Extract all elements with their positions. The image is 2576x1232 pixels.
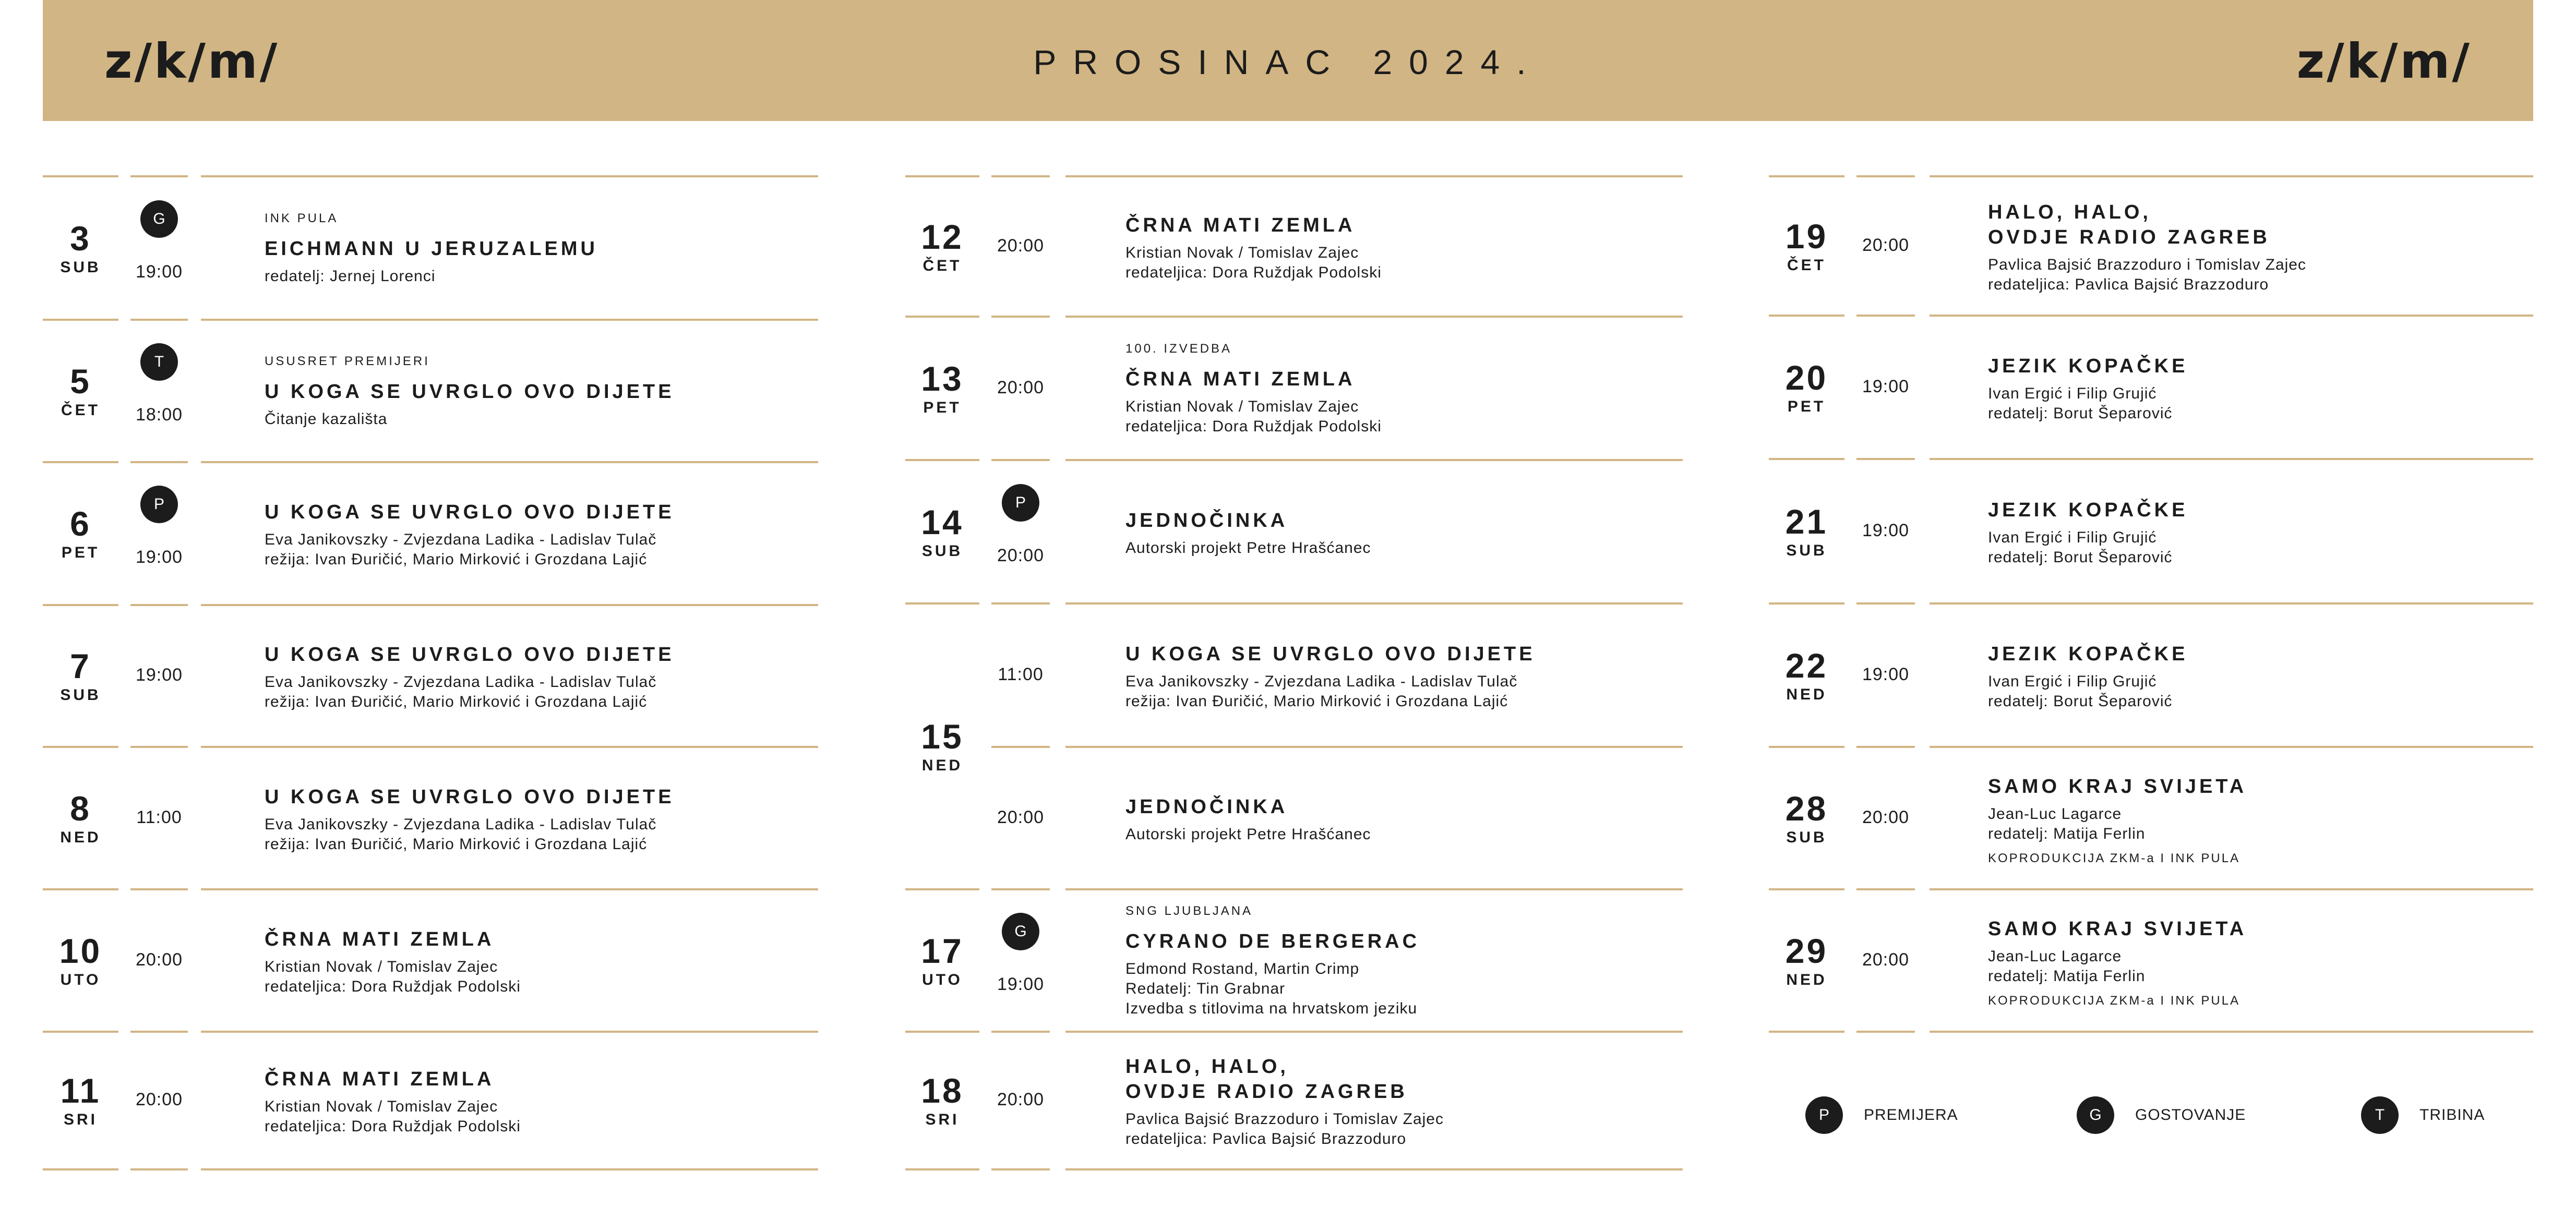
event-time: 19:00	[1862, 376, 1910, 396]
event-date	[905, 931, 979, 988]
divider-line	[1769, 888, 1844, 890]
divider-line	[905, 459, 979, 461]
event-credits	[1125, 825, 1371, 844]
event-credits	[265, 530, 675, 570]
event-date	[905, 1073, 979, 1128]
date-weekday: NED	[921, 757, 963, 774]
event-date	[43, 221, 118, 275]
event-credit-line: Eva Janikovszky - Zvjezdana Ladika - Ladislav Tulač	[265, 673, 657, 691]
event-credit-line: Jean-Luc Lagarce	[1988, 947, 2122, 965]
event-credits	[1988, 528, 2188, 567]
event-date	[905, 502, 979, 560]
event-title-line: JEDNOČINKA	[1125, 795, 1288, 818]
date-number: 3	[70, 219, 91, 258]
event-time: 20:00	[997, 235, 1045, 256]
event-time: 20:00	[1862, 235, 1910, 255]
event-credits	[1125, 243, 1382, 283]
divider-line	[991, 316, 1050, 318]
divider-line	[991, 1031, 1050, 1033]
date-weekday: SUB	[921, 542, 963, 560]
divider-line	[43, 461, 118, 463]
event-time: 19:00	[135, 261, 183, 282]
event-credit-line: Pavlica Bajsić Brazzoduro i Tomislav Zajec	[1125, 1110, 1444, 1128]
event-credit-line: redatelj: Matija Ferlin	[1988, 967, 2146, 985]
divider-line	[1930, 888, 2533, 890]
event-date	[43, 931, 118, 988]
date-number: 7	[70, 647, 91, 685]
divider-line	[1930, 175, 2533, 177]
divider-line	[1856, 746, 1915, 748]
badge-g-icon: G	[2077, 1096, 2114, 1134]
event-credit-line: redatelj: Matija Ferlin	[1988, 825, 2146, 842]
legend-item	[1805, 1096, 1958, 1134]
event-title	[265, 379, 675, 404]
event-title	[1988, 916, 2247, 941]
event-title	[265, 927, 521, 952]
event-info	[265, 355, 675, 429]
event-credits	[265, 815, 675, 854]
event-date	[905, 361, 979, 416]
event-note: KOPRODUKCIJA ZKM-a I INK PULA	[1988, 993, 2240, 1008]
divider-line	[130, 175, 188, 177]
divider-line	[1769, 458, 1844, 460]
date-number: 11	[60, 1071, 101, 1110]
event-title-line: JEZIK KOPAČKE	[1988, 643, 2188, 665]
date-weekday: SUB	[60, 686, 101, 704]
divider-line	[130, 604, 188, 606]
event-time: 11:00	[998, 664, 1044, 684]
event-credits	[1125, 959, 1420, 1019]
divider-line	[905, 602, 979, 605]
badge-g-icon: G	[1002, 913, 1039, 950]
divider-line	[43, 888, 118, 890]
event-title-line: U KOGA SE UVRGLO OVO DIJETE	[265, 501, 675, 523]
event-credit-line: redateljica: Pavlica Bajsić Brazzoduro	[1125, 1130, 1407, 1148]
divider-line	[201, 175, 818, 177]
date-weekday: NED	[1786, 685, 1827, 703]
event-date	[43, 649, 118, 703]
event-info	[265, 927, 521, 997]
event-title	[1125, 367, 1382, 392]
event-time: 20:00	[1862, 807, 1910, 827]
event-credit-line: Ivan Ergić i Filip Grujić	[1988, 528, 2157, 546]
divider-line	[130, 461, 188, 463]
event-credits	[1988, 384, 2188, 424]
event-credits	[265, 1097, 521, 1137]
event-title	[1988, 354, 2188, 379]
date-number: 22	[1785, 646, 1828, 685]
divider-line	[1769, 1031, 1844, 1033]
event-date	[43, 506, 118, 561]
event-credits	[1988, 804, 2247, 844]
event-info	[1988, 498, 2188, 567]
event-date	[1769, 931, 1844, 988]
event-credit-line: Eva Janikovszky - Zvjezdana Ladika - Ladislav Tulač	[1125, 672, 1518, 690]
event-title-line: ČRNA MATI ZEMLA	[265, 1068, 495, 1090]
date-weekday: ČET	[1787, 256, 1826, 274]
divider-line	[905, 888, 979, 890]
divider-line	[43, 746, 118, 748]
event-venue-label: INK PULA	[265, 211, 339, 225]
date-weekday: SRI	[63, 1111, 98, 1128]
divider-line	[1065, 602, 1683, 605]
event-info	[1125, 213, 1382, 283]
event-date	[1769, 648, 1844, 703]
legend-item	[2361, 1096, 2485, 1134]
divider-line	[1769, 175, 1844, 177]
event-time: 20:00	[135, 1090, 183, 1109]
badge-g-icon: G	[140, 200, 178, 238]
divider-line	[130, 888, 188, 890]
event-info	[1125, 343, 1382, 437]
event-date	[1769, 216, 1844, 274]
event-title-line: HALO, HALO,	[1988, 201, 2151, 223]
divider-line	[1065, 888, 1683, 890]
event-info	[265, 212, 598, 286]
event-credit-line: režija: Ivan Đuričić, Mario Mirković i Grozdana Lajić	[265, 693, 648, 710]
badge-p-icon: P	[140, 486, 178, 523]
page-title: PROSINAC 2024.	[1033, 43, 1543, 81]
badge-t-icon: T	[140, 343, 178, 381]
divider-line	[1930, 602, 2533, 605]
divider-line	[991, 746, 1050, 748]
date-weekday: SRI	[925, 1111, 960, 1128]
zkm-logo-left: z/k/m/	[104, 33, 280, 89]
date-weekday: UTO	[60, 971, 101, 988]
date-number: 18	[921, 1071, 964, 1110]
date-number: 8	[70, 789, 91, 828]
date-weekday: SUB	[1786, 828, 1827, 846]
divider-line	[1856, 888, 1915, 890]
event-title	[1125, 1054, 1444, 1104]
badge-t-icon: T	[2361, 1096, 2399, 1134]
event-credit-line: režija: Ivan Đuričić, Mario Mirković i Grozdana Lajić	[1125, 692, 1508, 710]
event-credit-line: Kristian Novak / Tomislav Zajec	[1125, 397, 1359, 415]
divider-line	[991, 459, 1050, 461]
event-title-line: U KOGA SE UVRGLO OVO DIJETE	[265, 380, 675, 403]
divider-line	[201, 1168, 818, 1170]
event-title	[1125, 929, 1420, 954]
divider-line	[43, 604, 118, 606]
event-info	[1125, 794, 1371, 844]
date-weekday: UTO	[922, 971, 963, 988]
divider-line	[1065, 175, 1683, 177]
divider-line	[201, 746, 818, 748]
date-weekday: ČET	[61, 401, 100, 419]
event-credit-line: redatelj: Borut Šeparović	[1988, 404, 2173, 422]
legend-label: GOSTOVANJE	[2135, 1106, 2246, 1124]
event-info	[1988, 916, 2247, 1007]
event-info	[265, 500, 675, 570]
event-date	[1769, 360, 1844, 415]
event-title-line: JEZIK KOPAČKE	[1988, 355, 2188, 377]
event-title-line: JEZIK KOPAČKE	[1988, 499, 2188, 521]
event-venue-label: 100. IZVEDBA	[1125, 341, 1232, 356]
legend-label: PREMIJERA	[1864, 1106, 1958, 1124]
event-time: 19:00	[1862, 664, 1910, 684]
event-time: 18:00	[135, 404, 183, 425]
divider-line	[201, 604, 818, 606]
event-title-line: U KOGA SE UVRGLO OVO DIJETE	[1125, 643, 1536, 665]
date-weekday: ČET	[922, 257, 962, 274]
divider-line	[905, 1168, 979, 1170]
event-title-line: HALO, HALO,	[1125, 1056, 1289, 1078]
divider-line	[43, 175, 118, 177]
event-title	[1125, 794, 1371, 819]
event-info	[1988, 774, 2247, 865]
event-info	[1988, 642, 2188, 711]
divider-line	[1856, 175, 1915, 177]
event-credit-line: Kristian Novak / Tomislav Zajec	[265, 1098, 498, 1115]
legend-item	[2077, 1096, 2246, 1134]
event-title-line: ČRNA MATI ZEMLA	[1125, 214, 1356, 236]
event-title	[1988, 498, 2188, 523]
divider-line	[130, 1168, 188, 1170]
event-time: 20:00	[997, 1090, 1045, 1109]
event-title-line: JEDNOČINKA	[1125, 509, 1288, 532]
date-number: 13	[921, 359, 964, 398]
divider-line	[1065, 1031, 1683, 1033]
date-weekday: SUB	[1786, 541, 1827, 559]
divider-line	[130, 746, 188, 748]
event-credit-line: redateljica: Pavlica Bajsić Brazzoduro	[1988, 275, 2269, 293]
divider-line	[1930, 746, 2533, 748]
event-credit-line: Pavlica Bajsić Brazzoduro i Tomislav Zajec	[1988, 256, 2306, 273]
event-time: 20:00	[997, 807, 1045, 827]
legend-label: TRIBINA	[2419, 1106, 2485, 1124]
event-note: KOPRODUKCIJA ZKM-a I INK PULA	[1988, 851, 2240, 865]
divider-line	[991, 888, 1050, 890]
event-time: 19:00	[135, 547, 183, 567]
divider-line	[1769, 602, 1844, 605]
event-info	[1988, 200, 2306, 295]
event-venue-label: SNG LJUBLJANA	[1125, 903, 1253, 918]
event-credits	[1125, 538, 1371, 558]
event-credit-line: redateljica: Dora Ruždjak Podolski	[265, 977, 521, 995]
event-credit-line: redateljica: Dora Ruždjak Podolski	[265, 1118, 521, 1135]
event-title	[1988, 642, 2188, 667]
event-title	[1125, 213, 1382, 238]
event-time: 20:00	[997, 377, 1045, 397]
date-number: 5	[70, 361, 91, 401]
event-credits	[265, 672, 675, 712]
event-credit-line: Eva Janikovszky - Zvjezdana Ladika - Ladislav Tulač	[265, 815, 657, 833]
event-title-line: CYRANO DE BERGERAC	[1125, 930, 1420, 952]
event-date	[905, 719, 979, 774]
event-title	[265, 784, 675, 810]
divider-line	[1065, 746, 1683, 748]
event-title-line: OVDJE RADIO ZAGREB	[1988, 226, 2270, 248]
event-credit-line: Autorski projekt Petre Hrašćanec	[1125, 539, 1371, 557]
event-credits	[1988, 255, 2306, 295]
event-credits	[1125, 397, 1382, 437]
event-title	[1988, 200, 2306, 250]
divider-line	[905, 175, 979, 177]
event-credits	[1125, 1109, 1444, 1149]
badge-p-icon: P	[1002, 484, 1039, 522]
divider-line	[201, 888, 818, 890]
divider-line	[43, 1031, 118, 1033]
event-credit-line: Ivan Ergić i Filip Grujić	[1988, 384, 2157, 402]
event-info	[265, 642, 675, 712]
event-credit-line: redatelj: Borut Šeparović	[1988, 692, 2173, 710]
date-number: 12	[921, 217, 964, 256]
event-credits	[265, 267, 598, 286]
date-weekday: SUB	[60, 258, 101, 276]
divider-line	[43, 319, 118, 321]
divider-line	[1856, 1031, 1915, 1033]
divider-line	[991, 602, 1050, 605]
event-credits	[1988, 672, 2188, 711]
event-credit-line: Kristian Novak / Tomislav Zajec	[265, 958, 498, 975]
divider-line	[201, 319, 818, 321]
event-title-line: U KOGA SE UVRGLO OVO DIJETE	[265, 644, 675, 666]
date-weekday: PET	[61, 544, 100, 561]
date-weekday: NED	[1786, 971, 1827, 988]
divider-line	[201, 1031, 818, 1033]
event-credit-line: redateljica: Dora Ruždjak Podolski	[1125, 417, 1382, 435]
event-credit-line: Eva Janikovszky - Zvjezdana Ladika - Ladislav Tulač	[265, 531, 657, 548]
header-bar	[43, 0, 2533, 121]
date-number: 17	[921, 931, 964, 970]
event-time: 20:00	[1862, 949, 1910, 970]
date-weekday: PET	[923, 398, 962, 416]
event-title-line: ČRNA MATI ZEMLA	[265, 928, 495, 950]
date-number: 14	[921, 502, 964, 541]
divider-line	[1065, 316, 1683, 318]
event-title	[1988, 774, 2247, 799]
event-date	[1769, 791, 1844, 846]
event-date	[43, 361, 118, 419]
event-title-line: ČRNA MATI ZEMLA	[1125, 368, 1356, 390]
event-credit-line: Izvedba s titlovima na hrvatskom jeziku	[1125, 999, 1418, 1017]
divider-line	[1769, 315, 1844, 317]
date-number: 20	[1785, 358, 1828, 397]
event-time: 19:00	[1862, 520, 1910, 540]
event-time: 11:00	[136, 807, 182, 827]
event-info	[1125, 508, 1371, 558]
date-number: 10	[59, 931, 102, 970]
event-time: 19:00	[997, 974, 1045, 994]
event-time: 20:00	[997, 545, 1045, 565]
divider-line	[43, 1168, 118, 1170]
divider-line	[1769, 746, 1844, 748]
event-info	[1125, 642, 1536, 711]
event-info	[1125, 905, 1420, 1019]
event-credit-line: redateljica: Dora Ruždjak Podolski	[1125, 263, 1382, 281]
date-weekday: PET	[1787, 397, 1826, 415]
divider-line	[905, 1031, 979, 1033]
event-credit-line: Čitanje kazališta	[265, 410, 388, 428]
event-title	[265, 236, 598, 261]
event-credits	[1988, 947, 2247, 986]
event-title	[265, 500, 675, 525]
event-date	[905, 217, 979, 274]
event-info	[265, 1067, 521, 1137]
event-title	[1125, 642, 1536, 667]
date-number: 15	[921, 717, 964, 756]
date-weekday: NED	[60, 828, 101, 846]
event-credit-line: Ivan Ergić i Filip Grujić	[1988, 672, 2157, 690]
event-time: 20:00	[135, 949, 183, 970]
event-credit-line: Autorski projekt Petre Hrašćanec	[1125, 825, 1371, 843]
divider-line	[1065, 1168, 1683, 1170]
divider-line	[1856, 458, 1915, 460]
event-credit-line: Edmond Rostand, Martin Crimp	[1125, 960, 1360, 977]
event-title-line: SAMO KRAJ SVIJETA	[1988, 775, 2247, 798]
divider-line	[1930, 1031, 2533, 1033]
divider-line	[991, 175, 1050, 177]
event-credit-line: redatelj: Borut Šeparović	[1988, 548, 2173, 566]
event-title	[265, 642, 675, 667]
event-credit-line: Kristian Novak / Tomislav Zajec	[1125, 244, 1359, 261]
event-title	[265, 1067, 521, 1092]
zkm-logo-right: z/k/m/	[2296, 33, 2472, 89]
event-time: 19:00	[135, 665, 183, 685]
event-credit-line: redatelj: Jernej Lorenci	[265, 267, 436, 285]
divider-line	[1856, 602, 1915, 605]
event-credits	[1125, 672, 1536, 711]
event-title-line: EICHMANN U JERUZALEMU	[265, 237, 598, 260]
event-date	[43, 791, 118, 846]
badge-p-icon: P	[1805, 1096, 1843, 1134]
divider-line	[1856, 315, 1915, 317]
divider-line	[1930, 315, 2533, 317]
event-info	[265, 784, 675, 854]
event-venue-label: USUSRET PREMIJERI	[265, 354, 430, 368]
event-title-line: OVDJE RADIO ZAGREB	[1125, 1081, 1408, 1103]
event-info	[1988, 354, 2188, 424]
divider-line	[201, 461, 818, 463]
date-number: 6	[70, 504, 91, 543]
date-number: 21	[1785, 502, 1828, 541]
event-credit-line: režija: Ivan Đuričić, Mario Mirković i Grozdana Lajić	[265, 551, 648, 568]
event-credit-line: režija: Ivan Đuričić, Mario Mirković i Grozdana Lajić	[265, 835, 648, 853]
event-title-line: SAMO KRAJ SVIJETA	[1988, 917, 2247, 940]
event-credits	[265, 957, 521, 997]
divider-line	[1065, 459, 1683, 461]
divider-line	[991, 1168, 1050, 1170]
date-number: 28	[1785, 789, 1828, 828]
event-title-line: U KOGA SE UVRGLO OVO DIJETE	[265, 786, 675, 808]
divider-line	[905, 316, 979, 318]
event-credit-line: Jean-Luc Lagarce	[1988, 805, 2122, 823]
event-info	[1125, 1054, 1444, 1149]
divider-line	[130, 319, 188, 321]
event-date	[1769, 504, 1844, 559]
date-number: 29	[1785, 931, 1828, 970]
event-credits	[265, 409, 675, 429]
event-credit-line: Redatelj: Tin Grabnar	[1125, 980, 1286, 997]
event-title	[1125, 508, 1371, 533]
date-number: 19	[1785, 216, 1828, 256]
divider-line	[130, 1031, 188, 1033]
event-date	[43, 1073, 118, 1128]
divider-line	[1930, 458, 2533, 460]
